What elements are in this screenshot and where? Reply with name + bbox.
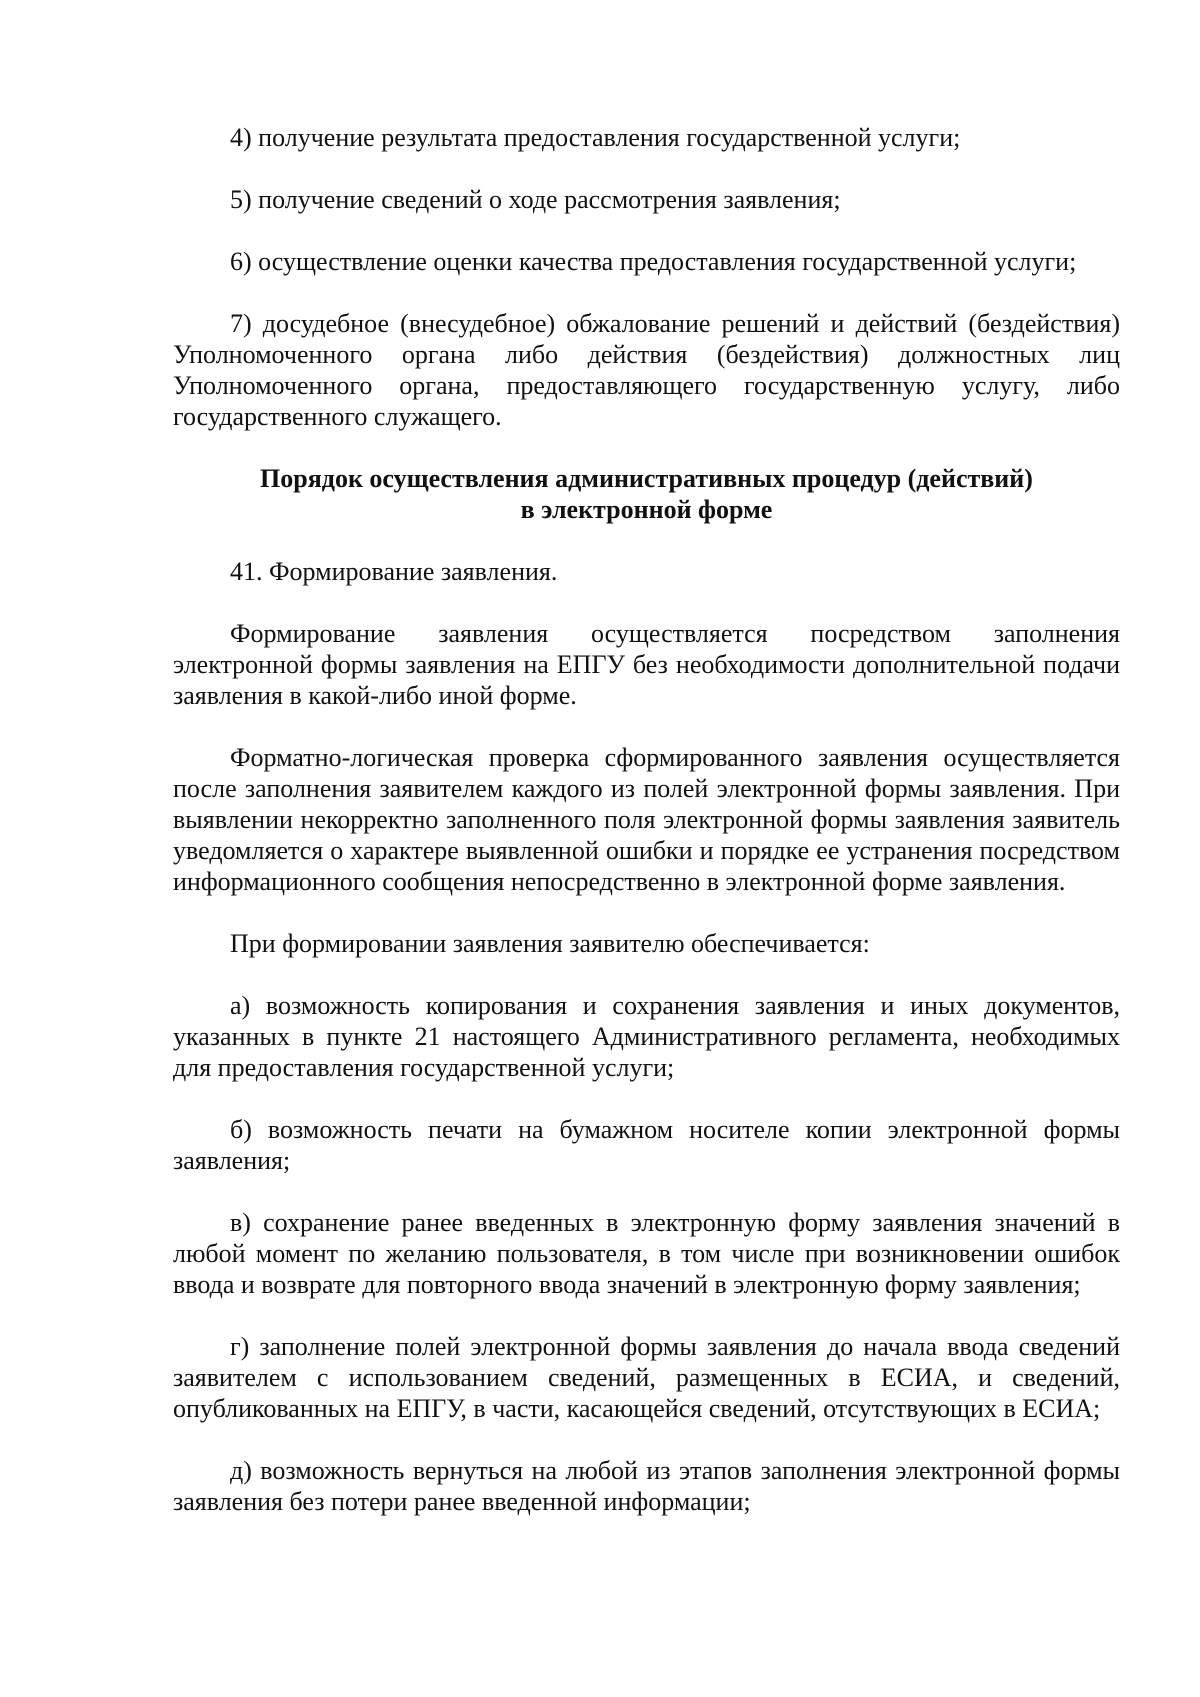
list-item-b: б) возможность печати на бумажном носителе копии электронной формы заявления; [173,1115,1120,1175]
list-item-6: 6) осуществление оценки качества предоставления государственной услуги; [230,247,1077,276]
list-item-a: а) возможность копирования и сохранения заявления и иных документов, указанных в пункте 21 настоящего Административного регламента, необходимых для предоставления государственной услуги; [173,991,1120,1082]
list-item-4: 4) получение результата предоставления государственной услуги; [230,123,961,152]
list-item-7: 7) досудебное (внесудебное) обжалование решений и действий (бездействия) Уполномоченного органа либо действия (бездействия) должностных лиц Уполномоченного органа, предоставляющего государственную услугу, либо государственного служащего. [173,309,1120,431]
section-heading [173,463,1120,525]
section-heading-line-2: в электронной форме [520,495,773,524]
paragraph-validation: Форматно-логическая проверка сформированного заявления осуществляется после заполнения заявителем каждого из полей электронной формы заявления. При выявлении некорректно заполненного поля электронной формы заявления заявитель уведомляется о характере выявленной ошибки и порядке ее устранения посредством информационного сообщения непосредственно в электронной форме заявления. [173,743,1120,896]
list-item-g: г) заполнение полей электронной формы заявления до начала ввода сведений заявителем с использованием сведений, размещенных в ЕСИА, и сведений, опубликованных на ЕПГУ, в части, касающейся сведений, отсутствующих в ЕСИА; [173,1332,1120,1423]
document-page [173,122,1120,1548]
list-item-5: 5) получение сведений о ходе рассмотрения заявления; [230,185,841,214]
paragraph-formation: Формирование заявления осуществляется посредством заполнения электронной формы заявления на ЕПГУ без необходимости дополнительной подачи заявления в какой-либо иной форме. [173,619,1120,710]
section-heading-line-1: Порядок осуществления административных процедур (действий) [260,464,1033,493]
list-item-d: д) возможность вернуться на любой из этапов заполнения электронной формы заявления без потери ранее введенной информации; [173,1456,1120,1516]
clause-41-title: 41. Формирование заявления. [230,557,558,586]
list-item-v: в) сохранение ранее введенных в электронную форму заявления значений в любой момент по желанию пользователя, в том числе при возникновении ошибок ввода и возврате для повторного ввода значений в электронную форму заявления; [173,1208,1120,1299]
paragraph-provisions-intro: При формировании заявления заявителю обеспечивается: [230,929,870,958]
